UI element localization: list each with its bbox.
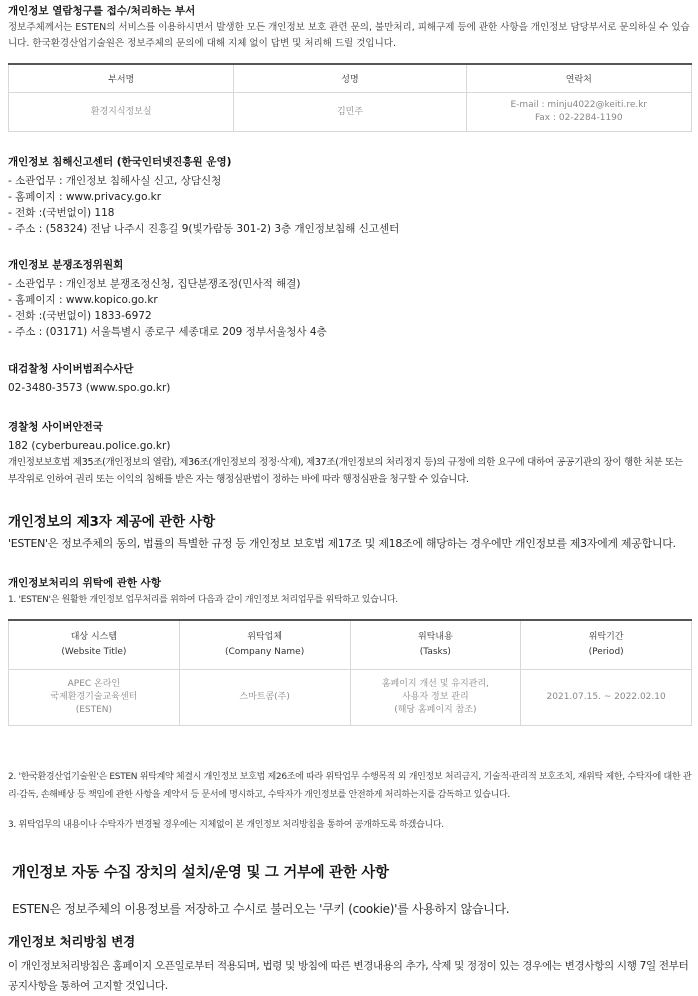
tasks-line: 사용자 정보 관리 [402,692,469,702]
cell-period: 2021.07.15. ~ 2022.02.10 [521,670,692,726]
cookies-desc: ESTEN은 정보주체의 이용정보를 저장하고 수시로 불러오는 '쿠키 (cookie)'를 사용하지 않습니다. [12,902,510,916]
mediation-line: - 소관업무 : 개인정보 분쟁조정신청, 집단분쟁조정(민사적 해결) [8,278,301,290]
table-header-row [9,64,692,93]
header-tasks [350,620,521,670]
contact-email: E-mail : minju4022@keiti.re.kr [510,100,648,110]
responsible-section [8,3,692,132]
privacy-center-section [8,154,692,237]
outsourcing-note-2: 2. '한국환경산업기술원'은 ESTEN 위탁계약 체결시 개인정보 보호법 제26조에 따라 위탁업무 수행목적 외 개인정보 처리금지, 기술적·관리적 보호조치, 재위탁 제한, 수탁자에 대한 관리·감독, 손해배상 등 책임에 관한 사항을 계약서 등 문서에 명시하고, 수탁자가 개인정보를 안전하게 처리하는지를 감독하고 있습니다. [8,772,692,800]
prosecution-title: 대검찰청 사이버범죄수사단 [8,363,134,375]
third-party-desc: 'ESTEN'은 정보주체의 동의, 법률의 특별한 규정 등 개인정보 보호법 제17조 및 제18조에 해당하는 경우에만 개인정보를 제3자에게 제공합니다. [8,537,676,550]
header-system [9,620,180,670]
privacy-center-homepage[interactable]: - 홈페이지 : www.privacy.go.kr [8,191,162,203]
header-system-en: (Website Title) [61,647,127,657]
table-row [9,670,692,726]
header-system-ko: 대상 시스템 [70,632,118,642]
mediation-homepage[interactable]: - 홈페이지 : www.kopico.go.kr [8,294,158,306]
mediation-phone: - 전화 :(국번없이) 1833-6972 [8,310,152,322]
outsourcing-section [8,575,692,833]
privacy-center-phone: - 전화 :(국번없이) 118 [8,207,115,219]
third-party-title: 개인정보의 제3자 제공에 관한 사항 [8,514,215,530]
header-company-ko: 위탁업체 [247,632,283,642]
system-line: (ESTEN) [75,705,113,715]
prosecution-contact: 02-3480-3573 (www.spo.go.kr) [8,382,171,394]
responsible-title: 개인정보 열람청구를 접수/처리하는 부서 [8,5,196,17]
cell-dept: 환경지식정보실 [9,93,234,132]
cookies-section [8,861,692,918]
header-contact: 연락처 [466,64,691,93]
police-desc: 개인정보보호법 제35조(개인정보의 열람), 제36조(개인정보의 정정·삭제), 제37조(개인정보의 처리정지 등)의 규정에 의한 요구에 대하여 공공기관의 장이 행한 처분 또는 부작위로 인하여 권리 또는 이익의 침해를 받은 자는 행정심판법이 정하는 바에 따라 행정심판을 청구할 수 있습니다. [8,457,683,485]
cell-system [9,670,180,726]
header-tasks-ko: 위탁내용 [417,632,453,642]
cookies-title: 개인정보 자동 수집 장치의 설치/운영 및 그 거부에 관한 사항 [12,865,389,881]
third-party-section [8,510,692,553]
police-section [8,419,692,488]
header-period [521,620,692,670]
tasks-line: (해당 홈페이지 참조) [394,705,477,715]
privacy-policy-content [0,3,698,996]
responsible-desc: 정보주체께서는 ESTEN의 서비스를 이용하시면서 발생한 모든 개인정보 보호 관련 문의, 불만처리, 피해구제 등에 관한 사항을 개인정보 담당부서로 문의하실 수 있습니다. 한국환경산업기술원은 정보주체의 문의에 대해 지체 없이 답변 및 처리해 드릴 것입니다. [8,22,690,49]
police-contact: 182 (cyberbureau.police.go.kr) [8,440,171,452]
cell-name: 김민주 [234,93,466,132]
changes-section [8,932,692,996]
mediation-address: - 주소 : (03171) 서울특별시 종로구 세종대로 209 정부서울청사 4층 [8,326,327,338]
privacy-center-line: - 소관업무 : 개인정보 침해사실 신고, 상담신청 [8,175,222,187]
outsourcing-note-3: 3. 위탁업무의 내용이나 수탁자가 변경될 경우에는 지체없이 본 개인정보 처리방침을 통하여 공개하도록 하겠습니다. [8,820,444,830]
privacy-center-title: 개인정보 침해신고센터 (한국인터넷진흥원 운영) [8,156,232,168]
header-period-ko: 위탁기간 [588,632,624,642]
outsourcing-table [8,619,692,726]
privacy-center-address: - 주소 : (58324) 전남 나주시 진흥길 9(빛가람동 301-2) 3층 개인정보침해 신고센터 [8,223,400,235]
table-row [9,93,692,132]
header-tasks-en: (Tasks) [419,647,451,657]
prosecution-section [8,361,692,396]
police-title: 경찰청 사이버안전국 [8,421,103,433]
header-period-en: (Period) [588,647,624,657]
cell-tasks [350,670,521,726]
header-dept: 부서명 [9,64,234,93]
outsourcing-title: 개인정보처리의 위탁에 관한 사항 [8,577,161,589]
system-line: APEC 온라인 [67,679,121,689]
mediation-title: 개인정보 분쟁조정위원회 [8,259,124,271]
system-line: 국제환경기술교육센터 [50,692,138,702]
mediation-section [8,257,692,340]
cell-company: 스마트콤(주) [179,670,350,726]
changes-desc: 이 개인정보처리방침은 홈페이지 오픈일로부터 적용되며, 법령 및 방침에 따른 변경내용의 추가, 삭제 및 정정이 있는 경우에는 변경사항의 시행 7일 전부터 공지사항을 통하여 고지할 것입니다. [8,960,689,992]
header-company [179,620,350,670]
cell-contact [466,93,691,132]
header-name: 성명 [234,64,466,93]
tasks-line: 홈페이지 개선 및 유지관리, [381,679,489,689]
header-company-en: (Company Name) [224,647,305,657]
responsible-table [8,63,692,132]
contact-fax: Fax : 02-2284-1190 [534,113,623,123]
table-header-row [9,620,692,670]
changes-title: 개인정보 처리방침 변경 [8,934,136,949]
outsourcing-intro: 1. 'ESTEN'은 원활한 개인정보 업무처리를 위하여 다음과 같이 개인정보 처리업무를 위탁하고 있습니다. [8,595,398,605]
